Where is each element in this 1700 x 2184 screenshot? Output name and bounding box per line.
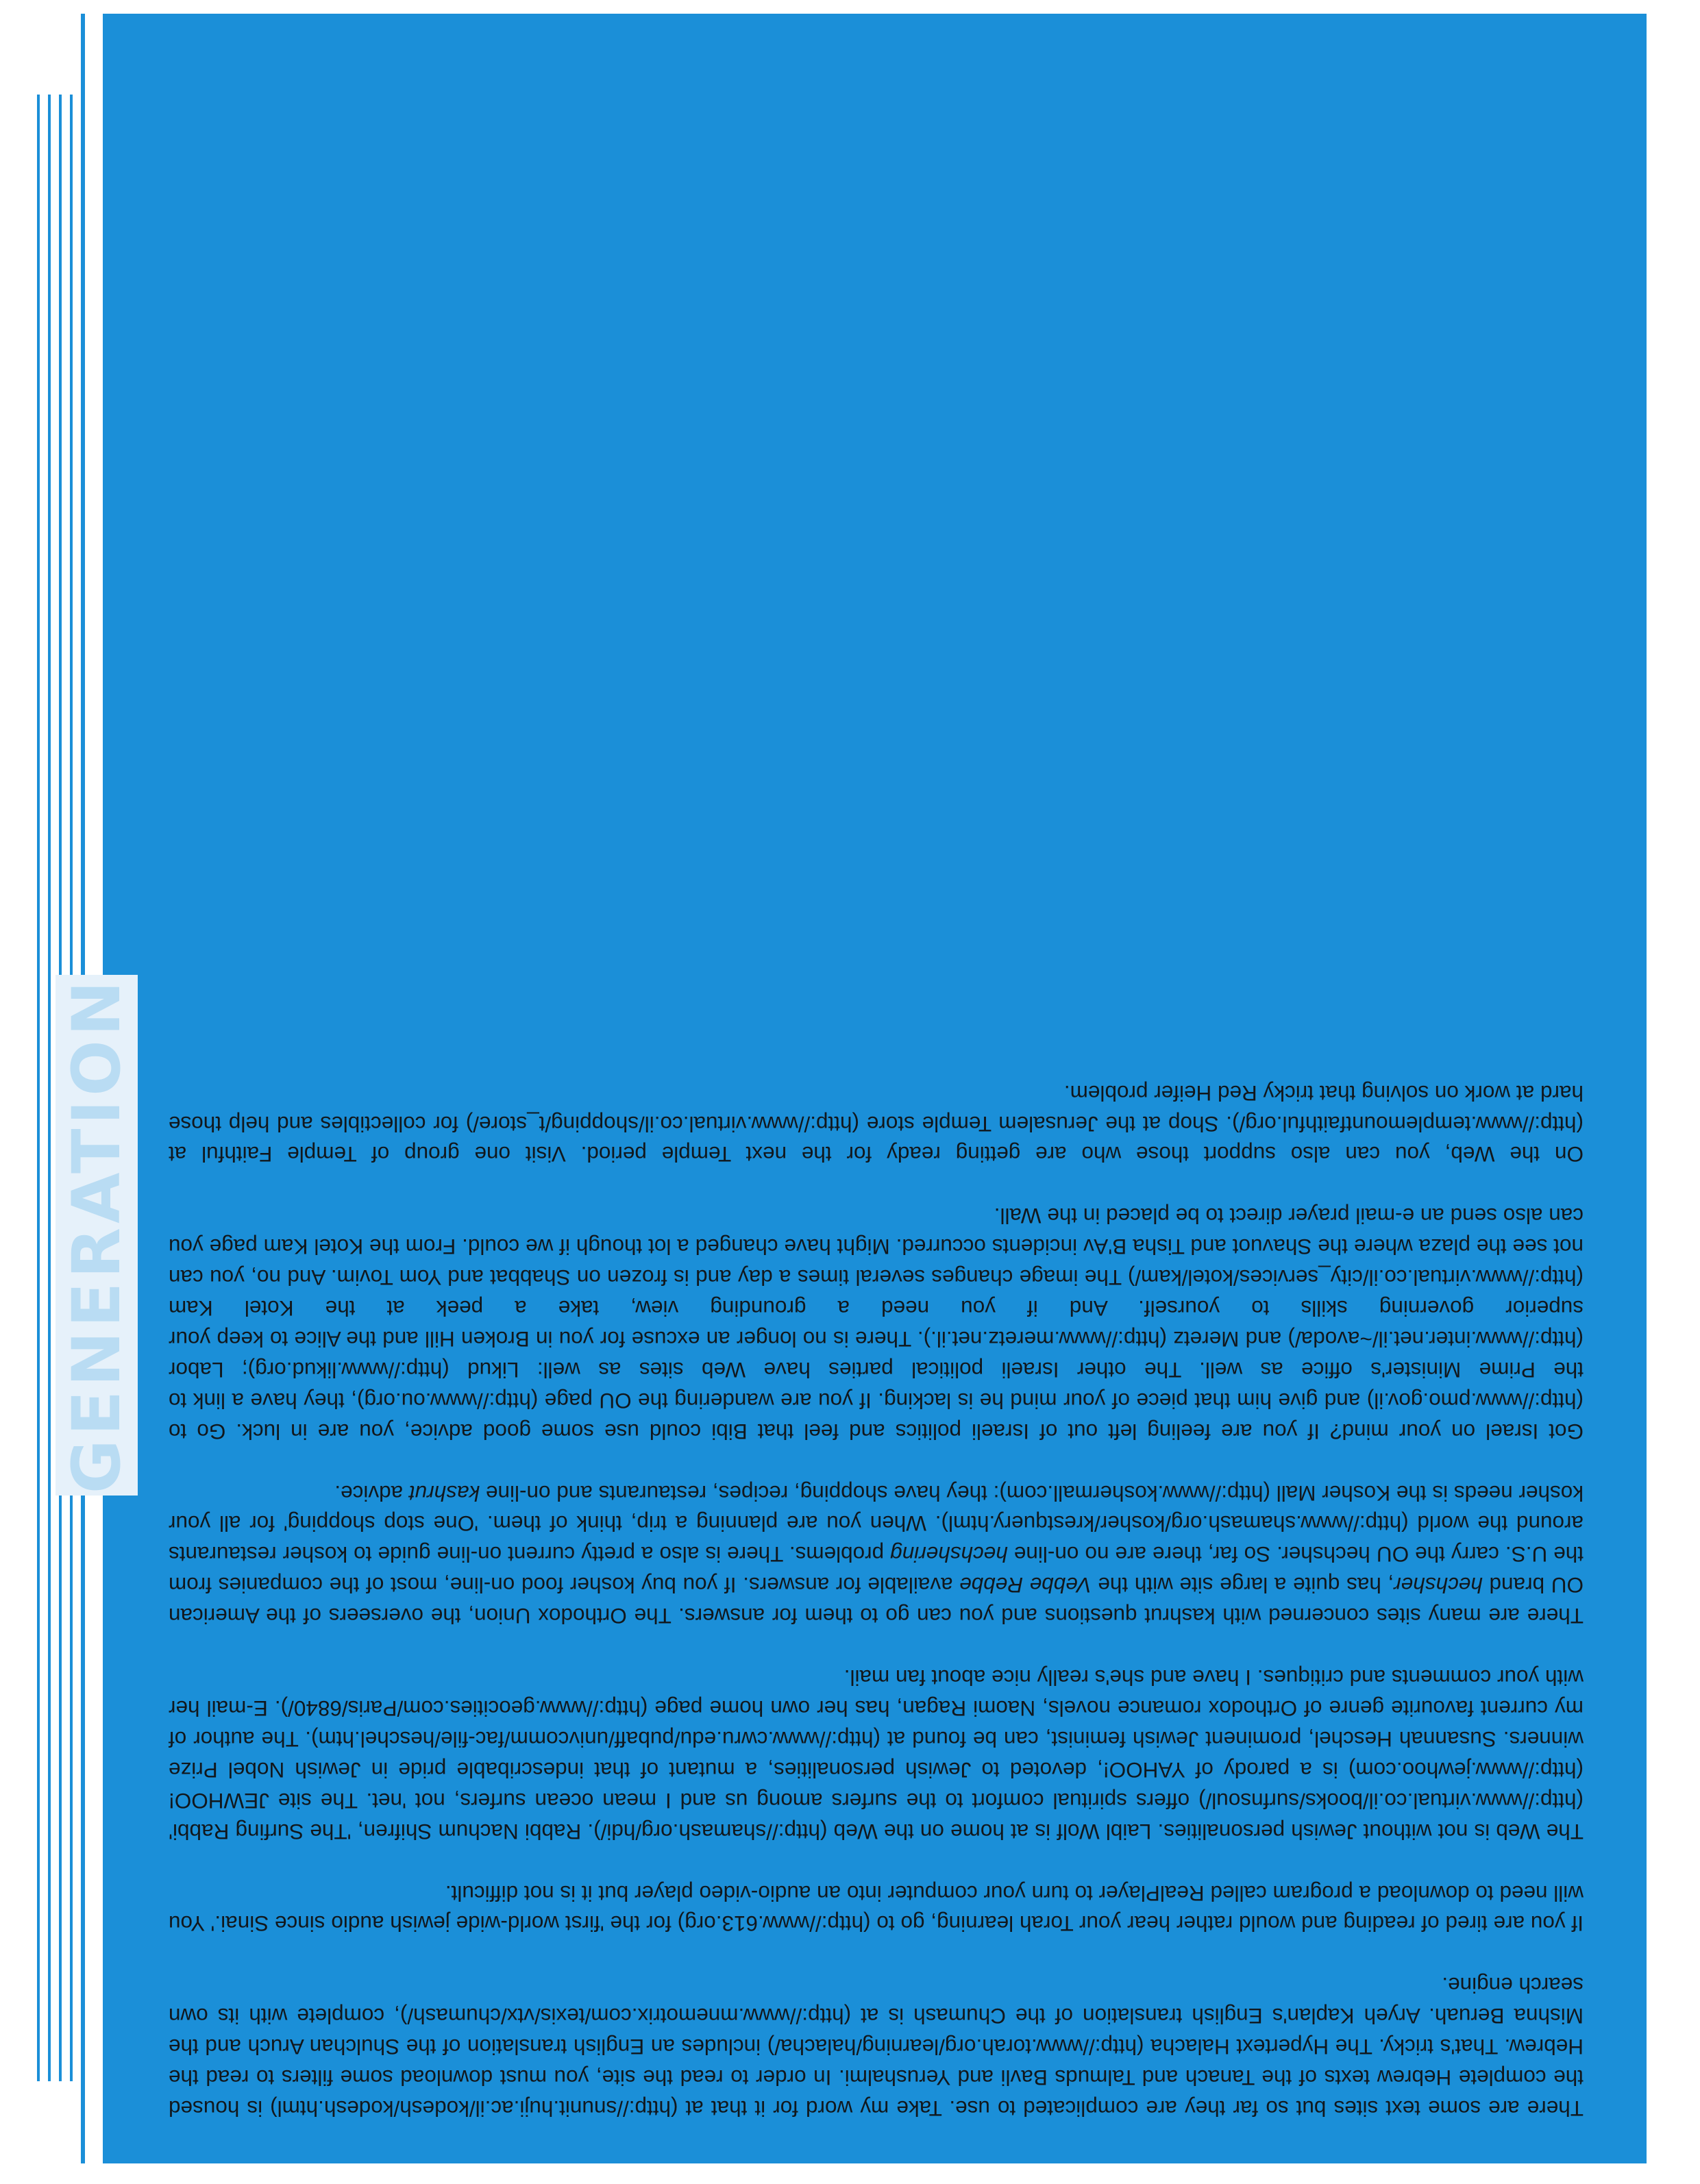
sidebar-rule bbox=[48, 95, 51, 2081]
kashrut-italic-hechsher: hechsher bbox=[1394, 1573, 1483, 1598]
paragraph-jewish-personalities: The Web is not without Jewish personalities. Laibl Wolf is at home on the Web (http://shamash.org/hdi/). Rabbi Nachum Shifren, 'The Surfing Rabbi' (http://www.virtual.co.il/books/surfnsoul/) offers spiritual comfort to the surfers among us and I mean ocean surfers, not 'net. The site JEWHOO! (http://www.jewhoo.com) is a parody of YAHOO!, devoted to Jewish personalities, a mutant of that indescribable pride in Jewish Nobel Prize winners. Susannah Heschel, prominent Jewish feminist, can be found at (http://www.cwru.edu/pubaff/univcomm/fac-file/heschel.htm). The author of my current favourite genre of Orthodox romance novels, Naomi Ragan, has her own home page (http://www.geocities.com/Paris/6840/). E-mail her with your comments and critiques. I have and she's really nice about fan mail. bbox=[169, 1665, 1584, 1844]
kashrut-text-1: There are many sites concerned with kashrut questions and you can go to them for answers. The Orthodox Union, the overseers of the American OU brand bbox=[169, 1573, 1584, 1629]
section-title: GENERATION bbox=[58, 976, 135, 1494]
paragraph-audio-learning: If you are tired of reading and would rather hear your Torah learning, go to (http://www.613.org) for the 'first world-wide jewish audio since Sinai.' You will need to download a program called RealPlayer to turn your computer into an audio-video player but it is not difficult. bbox=[169, 1881, 1584, 1937]
paragraph-israel-politics: Got Israel on your mind? If you are feeling left out of Israeli politics and feel that Bibi could use some good advice, you are in luck. Go to (http://www.pmo.gov.il) and give him that piece of your mind he is lacking. If you are wandering the OU page (http://www.ou.org), they have a link to the Prime Minister's office as well. The other Israeli political parties have Web sites as well: Likud (http://www.likud.org); Labor (http://www.inter.net.il/~avoda/) and Meretz (http://www.meretz.net.il.). There is no longer an excuse for you in Broken Hill and the Alice to keep your superior governing skills to yourself. And if you need a grounding view, take a peek at the Kotel Kam (http://www.virtual.co.il/city_services/kotel/kam/) The image changes several times a day and is frozen on Shabbat and Yom Tovim. And no, you can not see the plaza where the Shavuot and Tisha B'Av incidents occurred. Might have changed a lot though if we could. From the Kotel Kam page you can also send an e-mail prayer direct to be placed in the Wall. bbox=[169, 1204, 1584, 1444]
article-body bbox=[169, 1047, 1584, 2124]
kashrut-italic-vebbe-rebbe: Vebbe Rebbe bbox=[959, 1573, 1092, 1598]
section-title-band bbox=[56, 975, 138, 1496]
sidebar-rule bbox=[37, 95, 40, 2081]
kashrut-text-4: problems. There is also a pretty current on-line guide to kosher restaurants around the world (http://www.shamash.org/kosher/krestquery.html). When you are planning a trip, think of them. 'One stop shopping' for all your kosher needs is the Kosher Mall (http://www.koshermall.com): they have shopping, recipes, restaurants and on-line bbox=[169, 1480, 1584, 1567]
kashrut-italic-hechshering: hechshering bbox=[890, 1542, 1008, 1567]
blue-page-background bbox=[16, 14, 1647, 2163]
paragraph-kashrut bbox=[169, 1478, 1584, 1632]
kashrut-text-5: advice. bbox=[334, 1480, 409, 1506]
kashrut-text-3: available for answers. If you buy kosher food on-line, most of the companies from the U.S. carry the OU hechsher. So far, there are no on-line bbox=[169, 1542, 1584, 1598]
kashrut-text-2: , has quite a large site with the bbox=[1091, 1573, 1394, 1598]
kashrut-italic-kashrut: kashrut bbox=[408, 1480, 480, 1506]
paragraph-text-sites: There are some text sites but so far they are complicated to use. Take my word for it that at (http://snunit.huji.ac.il/kodesh/kodesh.html) is housed the complete Hebrew texts of the Tanach and Talmuds Bavli and Yerushalmi. In order to read the site, you must download some filters to read the Hebrew. That's tricky. The Hypertext Halacha (http://www.torah.org/learning/halacha/) includes an English translation of the Shulchan Aruch and the Mishna Beruah. Aryeh Kaplan's English translation of the Chumash is at (http://www.mnemotrix.com/texis/vtx/chumash/), complete with its own search engine. bbox=[169, 1973, 1584, 2121]
paragraph-temple: On the Web, you can also support those who are getting ready for the next Temple period. Visit one group of Temple Faithful at (http://www.templemountfaithful.org/). Shop at the Jerusalem Temple store (http://www.virtual.co.il/shopping/t_store/) for collectibles and help those hard at work on solving that tricky Red Heifer problem. bbox=[169, 1080, 1584, 1167]
